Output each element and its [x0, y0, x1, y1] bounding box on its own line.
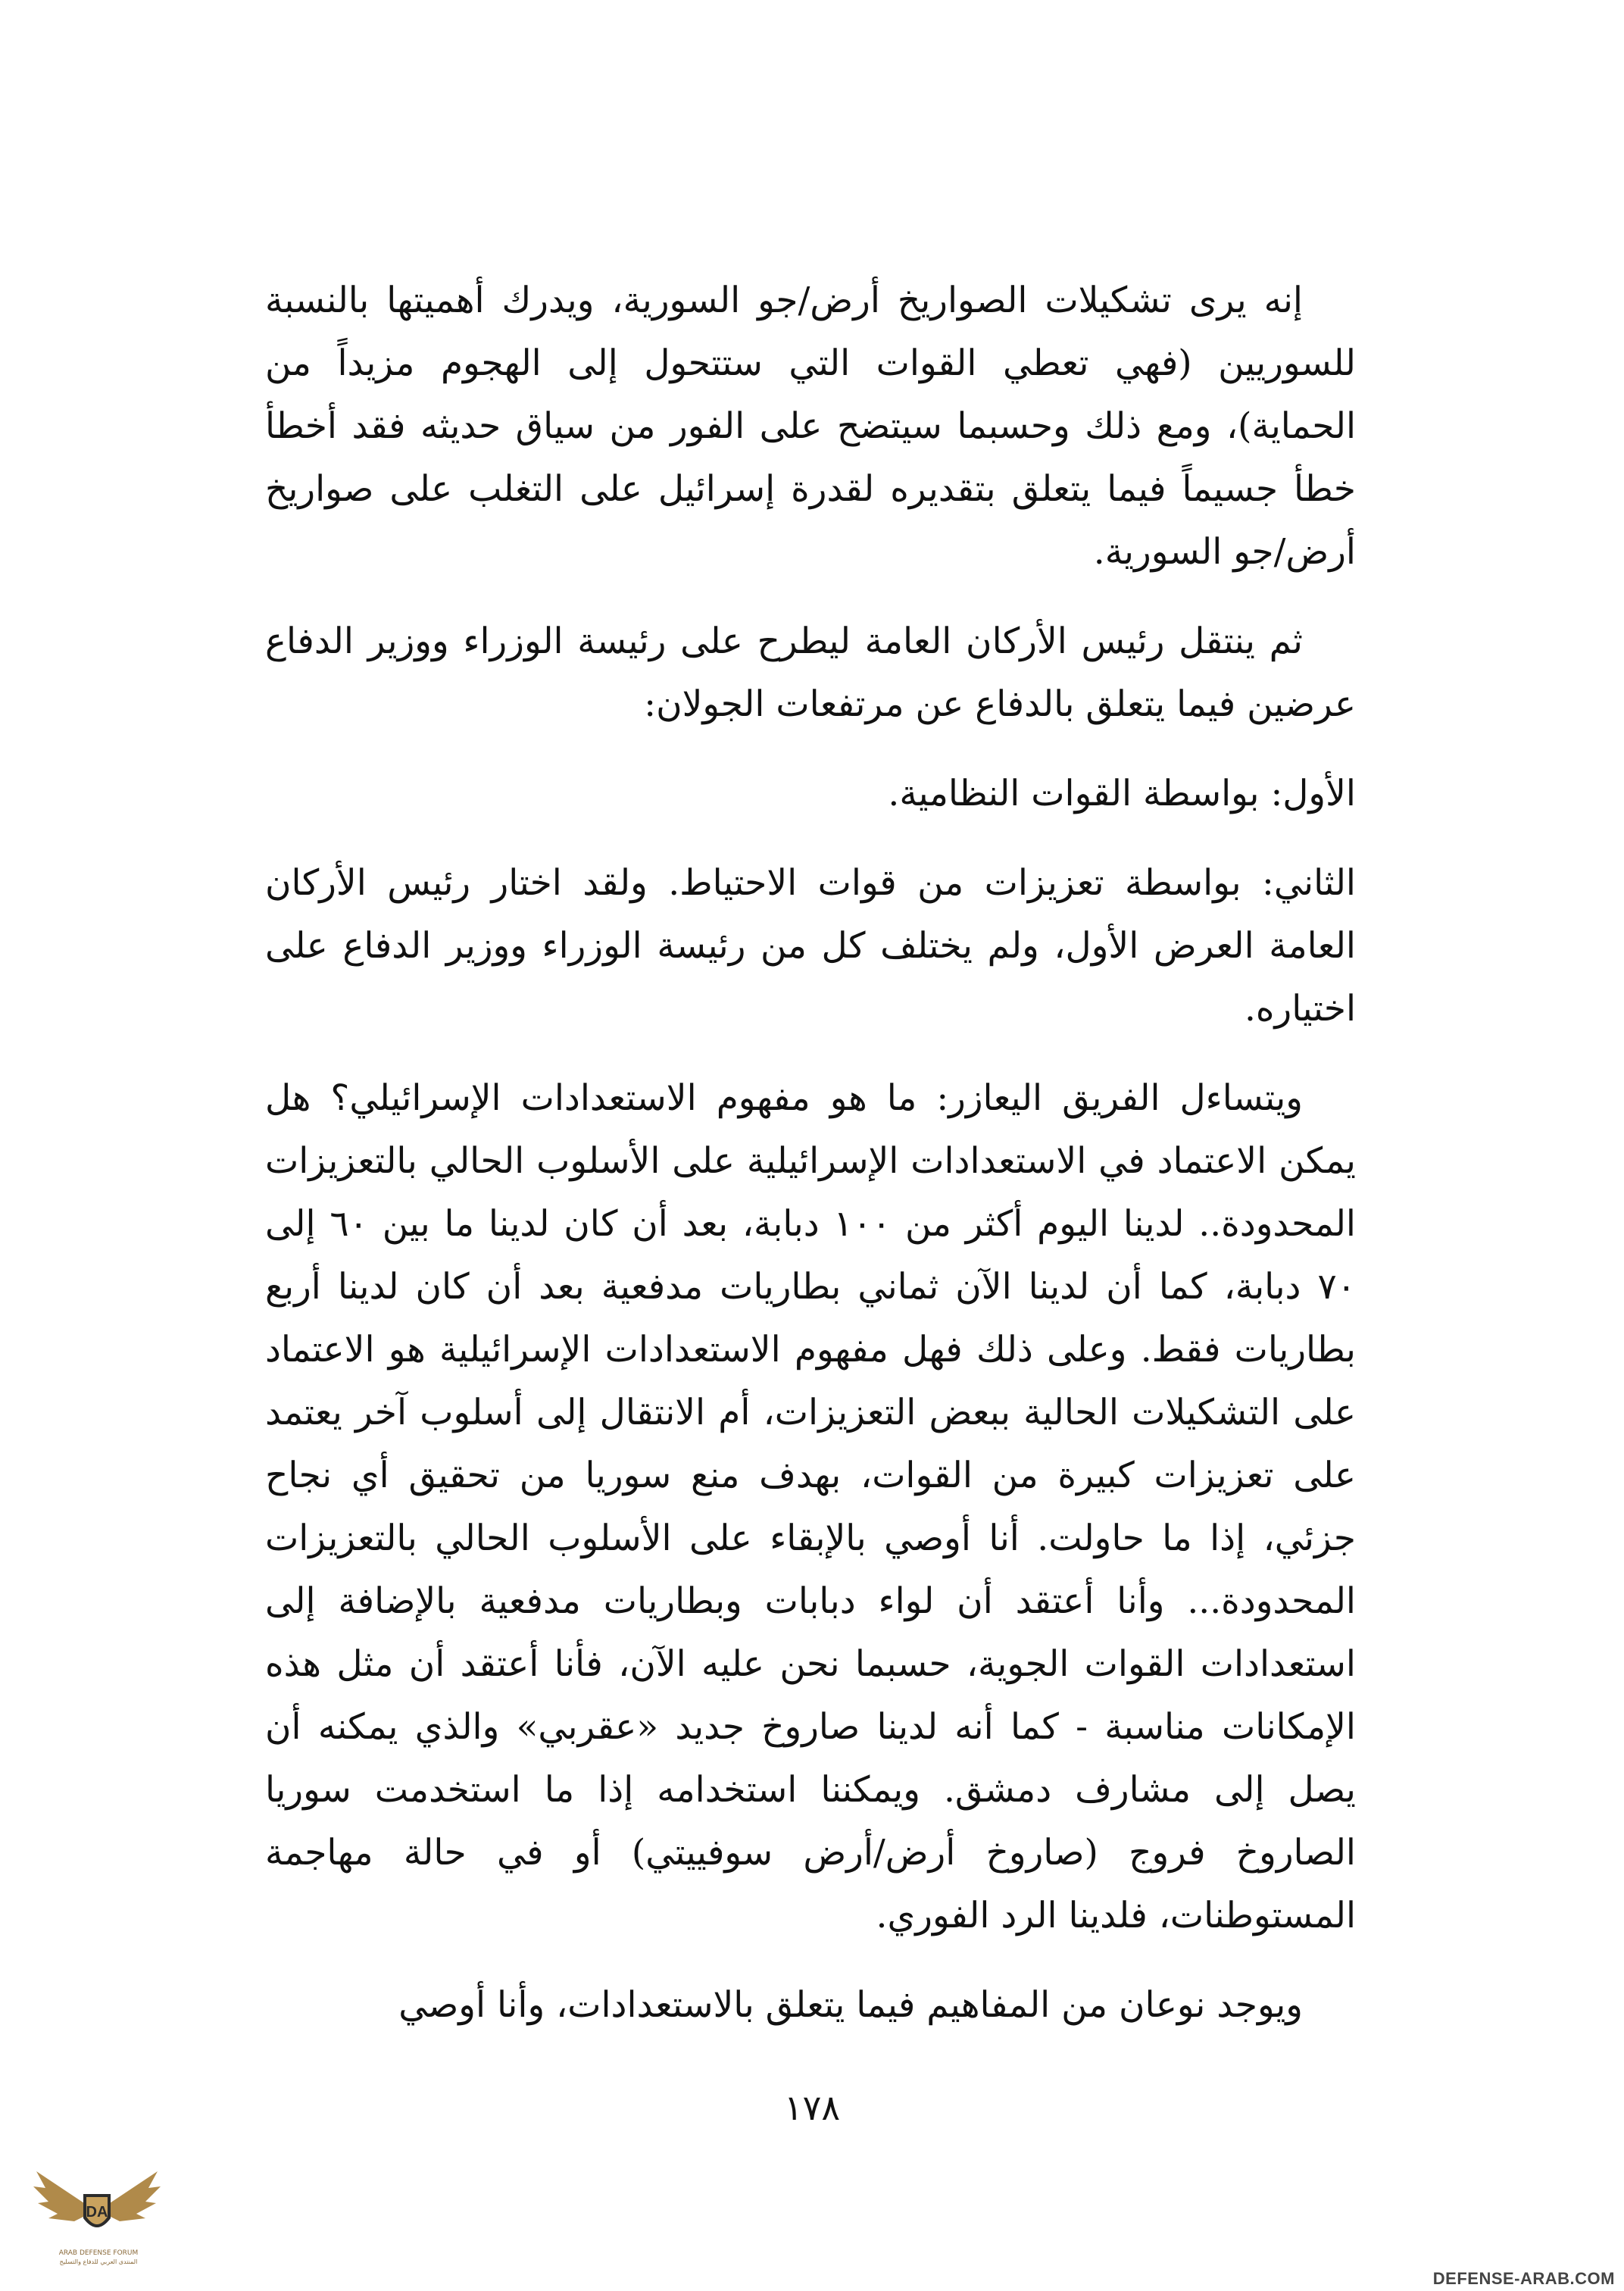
paragraph-2: ثم ينتقل رئيس الأركان العامة ليطرح على رئيسة الوزراء ووزير الدفاع عرضين فيما يتعلق بالدفاع عن مرتفعات الجولان: — [265, 620, 1356, 725]
site-watermark: DEFENSE-ARAB.COM — [1432, 2269, 1615, 2288]
paragraph-6: ويوجد نوعان من المفاهيم فيما يتعلق بالاستعدادات، وأنا أوصي — [398, 1984, 1303, 2026]
page-number: ١٧٨ — [783, 2087, 841, 2128]
body-text — [265, 269, 1356, 2036]
forum-logo — [29, 2158, 165, 2286]
paragraph-4: الثاني: بواسطة تعزيزات من قوات الاحتياط. ولقد اختار رئيس الأركان العامة العرض الأول، ولم يختلف كل من رئيسة الوزراء ووزير الدفاع على اختياره. — [265, 862, 1356, 1030]
paragraph-1: إنه يرى تشكيلات الصواريخ أرض/جو السورية، ويدرك أهميتها بالنسبة للسوريين (فهي تعطي القوات التي ستتحول إلى الهجوم مزيداً من الحماية)، ومع ذلك وحسبما سيتضح على الفور من سياق حديثه فقد أخطأ خطأ جسيماً فيما يتعلق بتقديره لقدرة إسرائيل على التغلب على صواريخ أرض/جو السورية. — [265, 280, 1356, 573]
logo-name: ARAB DEFENSE FORUM — [58, 2249, 139, 2257]
paragraph-3: الأول: بواسطة القوات النظامية. — [888, 773, 1356, 814]
winged-emblem-icon — [29, 2158, 165, 2252]
paragraph-5: ويتساءل الفريق اليعازر: ما هو مفهوم الاستعدادات الإسرائيلي؟ هل يمكن الاعتماد في الاستعدادات الإسرائيلية على الأسلوب الحالي بالتعزيزات المحدودة.. لدينا اليوم أكثر من ١٠٠ دبابة، بعد أن كان لدينا ما بين ٦٠ إلى ٧٠ دبابة، كما أن لدينا الآن ثماني بطاريات مدفعية بعد أن كان لدينا أربع بطاريات فقط. وعلى ذلك فهل مفهوم الاستعدادات الإسرائيلية هو الاعتماد على التشكيلات الحالية ببعض التعزيزات، أم الانتقال إلى أسلوب آخر يعتمد على تعزيزات كبيرة من القوات، بهدف منع سوريا من تحقيق أي نجاح جزئي، إذا ما حاولت. أنا أوصي بالإبقاء على الأسلوب الحالي بالتعزيزات المحدودة... وأنا أعتقد أن لواء دبابات وبطاريات مدفعية بالإضافة إلى استعدادات القوات الجوية، حسبما نحن عليه الآن، فأنا أعتقد أن مثل هذه الإمكانات مناسبة - كما أنه لدينا صاروخ جديد «عقربي» والذي يمكنه أن يصل إلى مشارف دمشق. ويمكننا استخدامه إذا ما استخدمت سوريا الصاروخ فروج (صاروخ أرض/أرض سوفييتي) أو في حالة مهاجمة المستوطنات، فلدينا الرد الفوري. — [265, 1077, 1356, 1936]
logo-arabic-name: المنتدى العربي للدفاع والتسليح — [59, 2258, 138, 2265]
logo-initials: DA — [86, 2204, 108, 2221]
logo-caption — [15, 2249, 182, 2267]
